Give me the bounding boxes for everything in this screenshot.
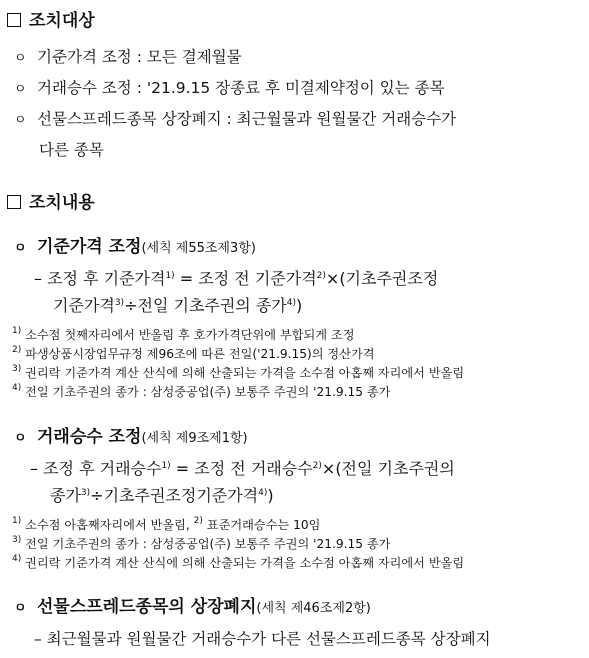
bullet-circle-icon: ㅇ	[14, 51, 27, 66]
bullet-circle-icon: ㅇ	[14, 431, 27, 446]
footnote: $^{1)}$ 소수점 첫째자리에서 반올림 후 호가가격단위에 부합되게 조정	[12, 326, 355, 342]
formula-multiplier-2: 종가$^{3)}$÷기초주권조정기준가격$^{4)}$)	[50, 486, 274, 505]
formula-multiplier-1: – 조정 후 거래승수$^{1)}$ = 조정 전 거래승수$^{2)}$×(전일 기초주권의	[30, 459, 455, 478]
formula-base-price-2: 기준가격$^{3)}$÷전일 기초주권의 종가$^{4)}$)	[53, 296, 303, 315]
footnote: $^{4)}$ 전일 기초주권의 종가 : 삼성중공업(주) 보통주 주권의 '21.9.15 종가	[12, 383, 391, 399]
footnote: $^{3)}$ 전일 기초주권의 종가 : 삼성중공업(주) 보통주 주권의 '21.9.15 종가	[12, 535, 391, 551]
target-item-3: ㅇ 선물스프레드종목 상장폐지 : 최근월물과 원월물간 거래승수가	[14, 110, 457, 128]
target-item-3-cont: 다른 종목	[39, 141, 104, 159]
footnote: $^{2)}$ 파생상품시장업무규정 제96조에 따른 전일('21.9.15)의 정산가격	[12, 345, 375, 361]
spread-delisting-detail: – 최근월물과 원월물간 거래승수가 다른 선물스프레드종목 상장폐지	[34, 630, 491, 648]
bullet-circle-icon: ㅇ	[14, 82, 27, 97]
bullet-circle-icon: ㅇ	[14, 113, 27, 128]
section-heading-target: 조치대상	[7, 6, 95, 31]
bullet-circle-icon: ㅇ	[14, 241, 27, 256]
section-heading-content: 조치내용	[7, 188, 95, 213]
footnote: $^{1)}$ 소수점 아홉째자리에서 반올림, $^{2)}$ 표준거래승수는 10임	[12, 516, 321, 532]
target-item-2: ㅇ 거래승수 조정 : '21.9.15 장종료 후 미결제약정이 있는 종목	[14, 79, 445, 97]
footnote: $^{4)}$ 권리락 기준가격 계산 산식에 의해 산출되는 가격을 소수점 아홉째 자리에서 반올림	[12, 554, 465, 570]
formula-base-price-1: – 조정 후 기준가격$^{1)}$ = 조정 전 기준가격$^{2)}$×(기초주권조정	[34, 269, 439, 288]
target-item-1: ㅇ 기준가격 조정 : 모든 결제월물	[14, 48, 242, 66]
checkbox-square-icon	[7, 13, 21, 27]
subsection-spread-delisting: ㅇ 선물스프레드종목의 상장폐지(세칙 제46조제2항)	[14, 597, 371, 617]
bullet-circle-icon: ㅇ	[14, 601, 27, 616]
subsection-base-price: ㅇ 기준가격 조정(세칙 제55조제3항)	[14, 237, 256, 257]
footnote: $^{3)}$ 권리락 기준가격 계산 산식에 의해 산출되는 가격을 소수점 아홉째 자리에서 반올림	[12, 364, 465, 380]
checkbox-square-icon	[7, 195, 21, 209]
subsection-multiplier: ㅇ 거래승수 조정(세칙 제9조제1항)	[14, 427, 248, 447]
